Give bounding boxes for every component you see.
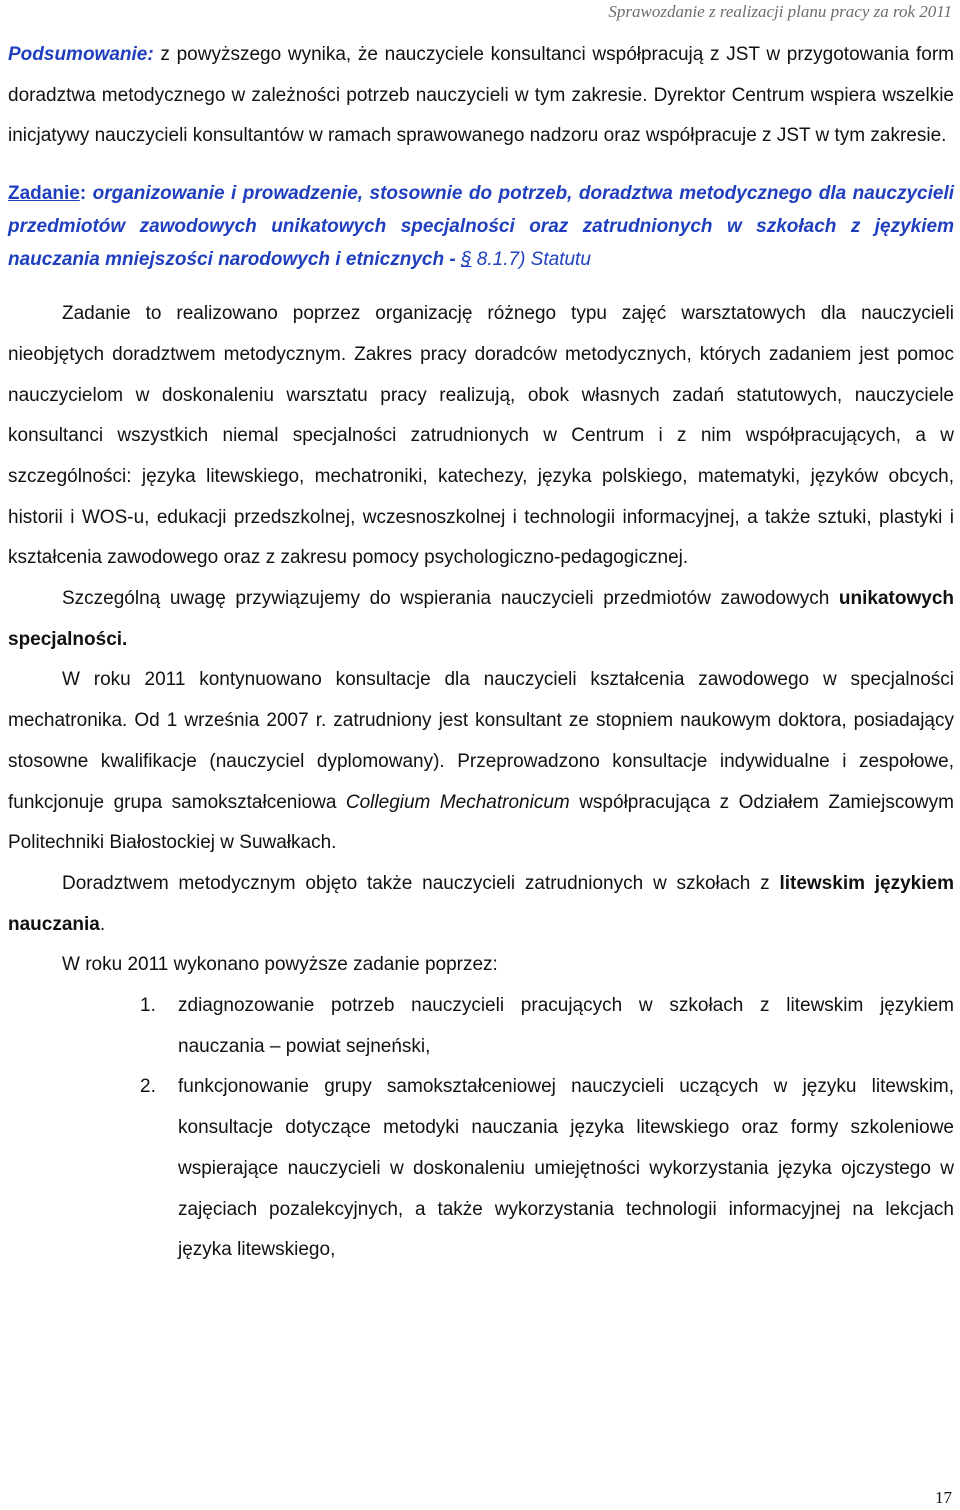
statute-reference: 8.1.7) Statutu bbox=[471, 249, 591, 271]
body-paragraph-2-text: Szczególną uwagę przywiązujemy do wspierania nauczycieli przedmiotów zawodowych bbox=[62, 588, 839, 610]
group-name: Collegium Mechatronicum bbox=[345, 791, 570, 813]
body-paragraph-4 bbox=[8, 864, 954, 945]
running-header: Sprawozdanie z realizacji planu pracy za rok 2011 bbox=[608, 2, 952, 21]
body-paragraph-3-tail: współpracująca z Odziałem Zamiejscowym Politechniki Białostockiej w Suwałkach. bbox=[8, 791, 954, 854]
list-item-number: 2. bbox=[140, 1076, 156, 1098]
list-item-number: 1. bbox=[140, 995, 156, 1017]
body-paragraph-3 bbox=[8, 660, 954, 864]
section-sign: § bbox=[460, 249, 472, 271]
list-item-text: funkcjonowanie grupy samokształceniowej nauczycieli uczących w języku litewskim, konsultacje dotyczące metodyki nauczania języka litewskiego oraz formy szkoleniowe wspierające nauczycieli w doskonaleniu umiejętności wykorzystania języka ojczystego w zajęciach pozalekcyjnych, a także wykorzystania technologii informacyjnej na lekcjach języka litewskiego, bbox=[178, 1076, 954, 1261]
document-body bbox=[8, 35, 954, 1271]
task-description: organizowanie i prowadzenie, stosownie do potrzeb, doradztwa metodycznego dla nauczycieli przedmiotów zawodowych unikatowych specjalności oraz zatrudnionych w szkołach z językiem nauczania mniejszości narodowych i etnicznych - bbox=[8, 183, 954, 271]
actions-list bbox=[8, 986, 954, 1271]
body-paragraph-4-tail: . bbox=[99, 913, 106, 935]
summary-paragraph bbox=[8, 35, 954, 157]
page-number: 17 bbox=[935, 1488, 952, 1507]
body-paragraph-5: W roku 2011 wykonano powyższe zadanie poprzez: bbox=[62, 954, 498, 976]
list-item bbox=[8, 1067, 954, 1271]
task-label: Zadanie bbox=[8, 183, 80, 205]
summary-text: z powyższego wynika, że nauczyciele konsultanci współpracują z JST w przygotowania form doradztwa metodycznego w zależności potrzeb nauczycieli w tym zakresie. Dyrektor Centrum wspiera wszelkie inicjatywy nauczycieli konsultantów w ramach sprawowanego nadzoru oraz współpracuje z JST w tym zakresie. bbox=[8, 44, 954, 147]
list-item bbox=[8, 986, 954, 1067]
task-heading bbox=[8, 177, 954, 276]
body-paragraph-2 bbox=[8, 579, 954, 660]
body-paragraph-4-emphasis: litewskim językiem nauczania bbox=[8, 872, 954, 935]
list-item-text: zdiagnozowanie potrzeb nauczycieli pracujących w szkołach z litewskim językiem nauczania – powiat sejneński, bbox=[178, 995, 954, 1057]
body-paragraph-1: Zadanie to realizowano poprzez organizację różnego typu zajęć warsztatowych dla nauczycieli nieobjętych doradztwem metodycznym. Zakres pracy doradców metodycznych, których zadaniem jest pomoc nauczycielom w doskonaleniu warsztatu pracy realizują, obok własnych zadań statutowych, nauczyciele konsultanci wszystkich niemal specjalności zatrudnionych w Centrum i z nim współpracujących, a w szczególności: języka litewskiego, mechatroniki, katechezy, języka polskiego, matematyki, języków obcych, historii i WOS-u, edukacji przedszkolnej, wczesnoszkolnej i technologii informacyjnej, a także sztuki, plastyki i kształcenia zawodowego oraz z zakresu pomocy psychologiczno-pedagogicznej. bbox=[8, 303, 954, 569]
body-paragraph-2-emphasis: unikatowych specjalności. bbox=[8, 588, 954, 650]
summary-label: Podsumowanie: bbox=[8, 44, 154, 65]
body-paragraph-4-text: Doradztwem metodycznym objęto także nauczycieli zatrudnionych w szkołach z bbox=[62, 872, 780, 894]
task-colon: : bbox=[79, 183, 87, 205]
body-paragraph-3-text: W roku 2011 kontynuowano konsultacje dla nauczycieli kształcenia zawodowego w specjalności mechatronika. Od 1 września 2007 r. zatrudniony jest konsultant ze stopniem naukowym doktora, posiadający stosowne kwalifikacje (nauczyciel dyplomowany). Przeprowadzono konsultacje indywidualne i zespołowe, funkcjonuje grupa samokształceniowa bbox=[8, 669, 954, 813]
